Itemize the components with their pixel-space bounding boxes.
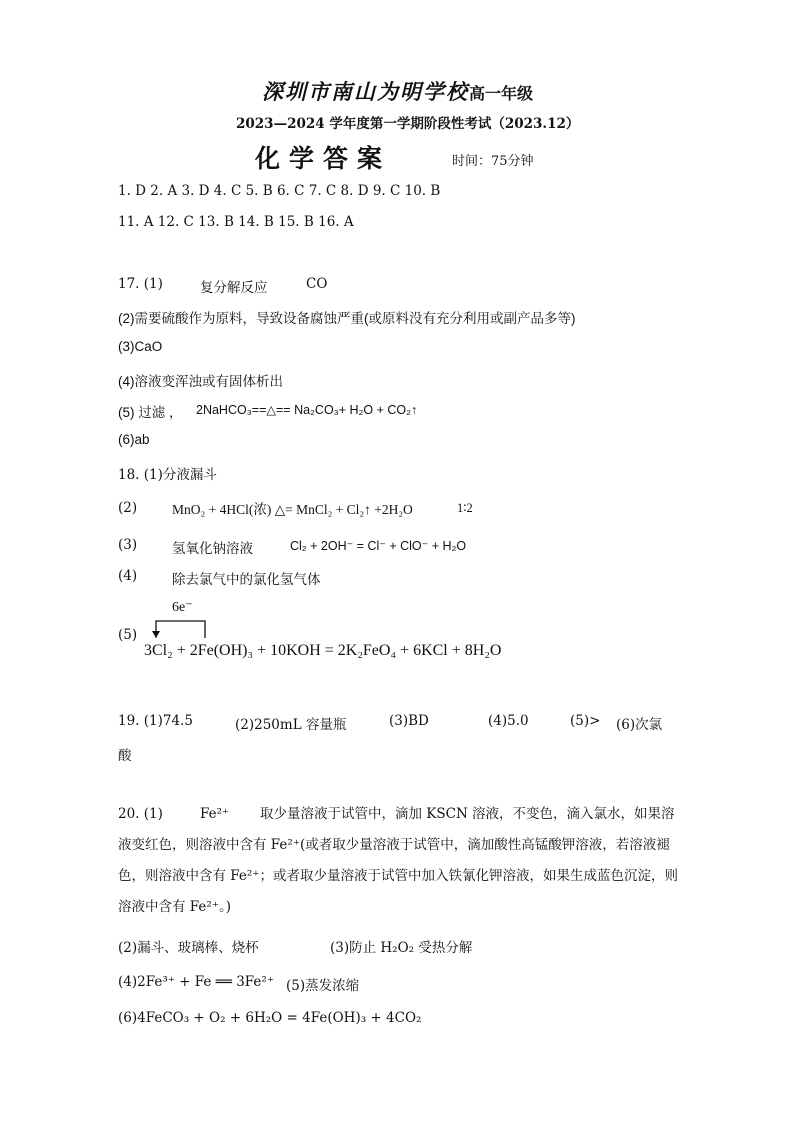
mc-answers-row-2: 11. A 12. C 13. B 14. B 15. B 16. A [118,214,354,230]
q20-part1-explanation: 取少量溶液于试管中，滴加 KSCN 溶液，不变色，滴入氯水，如果溶液变红色，则溶液中含有 Fe²⁺(或者取少量溶液于试管中，滴加酸性高锰酸钾溶液，若溶液褪色，则溶液中含有 Fe²⁺；或者取少量溶液于试管中加入铁氰化钾溶液，如果生成蓝色沉淀，则溶液中含有 Fe²⁺。) [118,806,678,915]
q18-part4-number: (4) [118,568,138,584]
page-title: 化学答案 [255,144,392,173]
q20-part6: (6)4FeCO₃ + O₂ + 6H₂O = 4Fe(OH)₃ + 4CO₂ [118,1010,422,1026]
q17-part4: (4)溶液变浑浊或有固体析出 [118,374,283,389]
grade-label: 高一年级 [469,84,534,103]
q19-part6-continued: 酸 [118,748,132,764]
q20-part2: (2)漏斗、玻璃棒、烧杯 [118,940,259,956]
q17-part6: (6)ab [118,432,150,447]
q18-part4-answer: 除去氯气中的氯化氢气体 [172,572,321,588]
q18-part2-number: (2) [118,500,138,516]
q19-part5: (5)> [570,713,601,729]
q20-part1-number: 20. (1) [118,806,163,822]
q19-part6: (6)次氯 [616,717,663,733]
q19-part2: (2)250mL 容量瓶 [235,717,347,733]
q18-part3-number: (3) [118,537,138,553]
q20-part5: (5)蒸发浓缩 [286,978,360,994]
q20-part4: (4)2Fe³⁺ + Fe ══ 3Fe²⁺ [118,974,274,990]
q17-part1-answer-a: 复分解反应 [200,280,268,296]
mc-answers-row-1: 1. D 2. A 3. D 4. C 5. B 6. C 7. C 8. D 9. C 10. B [118,183,441,199]
q17-part2: (2)需要硫酸作为原料，导致设备腐蚀严重(或原料没有充分利用或副产品多等) [118,311,576,326]
q17-part5-method: (5) 过滤 ， [118,405,183,420]
q20-part1-ion: Fe²⁺ [200,806,230,822]
electron-transfer-label: 6e⁻ [172,600,193,615]
q19-part1: 19. (1)74.5 [118,713,193,729]
q17-part1-number: 17. (1) [118,276,163,292]
q18-part2-equation: MnO₂ + 4HCl(浓) △= MnCl₂ + Cl₂↑ +2H₂O [172,502,413,517]
electron-transfer-arrow [148,618,210,640]
q17-part1-answer-b: CO [306,276,328,292]
q18-part5-equation: 3Cl₂ + 2Fe(OH)₃ + 10KOH = 2K₂FeO₄ + 6KCl + 8H₂O [144,642,502,659]
q19-part4: (4)5.0 [488,713,529,729]
q18-part1: 18. (1)分液漏斗 [118,467,217,483]
term-label: 2023—2024 学年度第一学期阶段性考试（2023.12） [236,116,580,132]
q19-part3: (3)BD [389,713,429,729]
school-title: 深圳市南山为明学校 [262,79,469,104]
q18-part5-number: (5) [118,627,138,643]
q20-part3: (3)防止 H₂O₂ 受热分解 [330,940,473,956]
q17-part5-equation: 2NaHCO₃==△== Na₂CO₃+ H₂O + CO₂↑ [196,403,418,417]
q18-part3-reagent: 氢氧化钠溶液 [172,541,253,557]
q18-part2-ratio: 1∶2 [457,501,473,515]
time-label: 时间：75分钟 [452,154,534,169]
q18-part3-equation: Cl₂ + 2OH⁻ = Cl⁻ + ClO⁻ + H₂O [290,539,467,553]
q17-part3: (3)CaO [118,339,163,354]
school-name [262,76,533,106]
